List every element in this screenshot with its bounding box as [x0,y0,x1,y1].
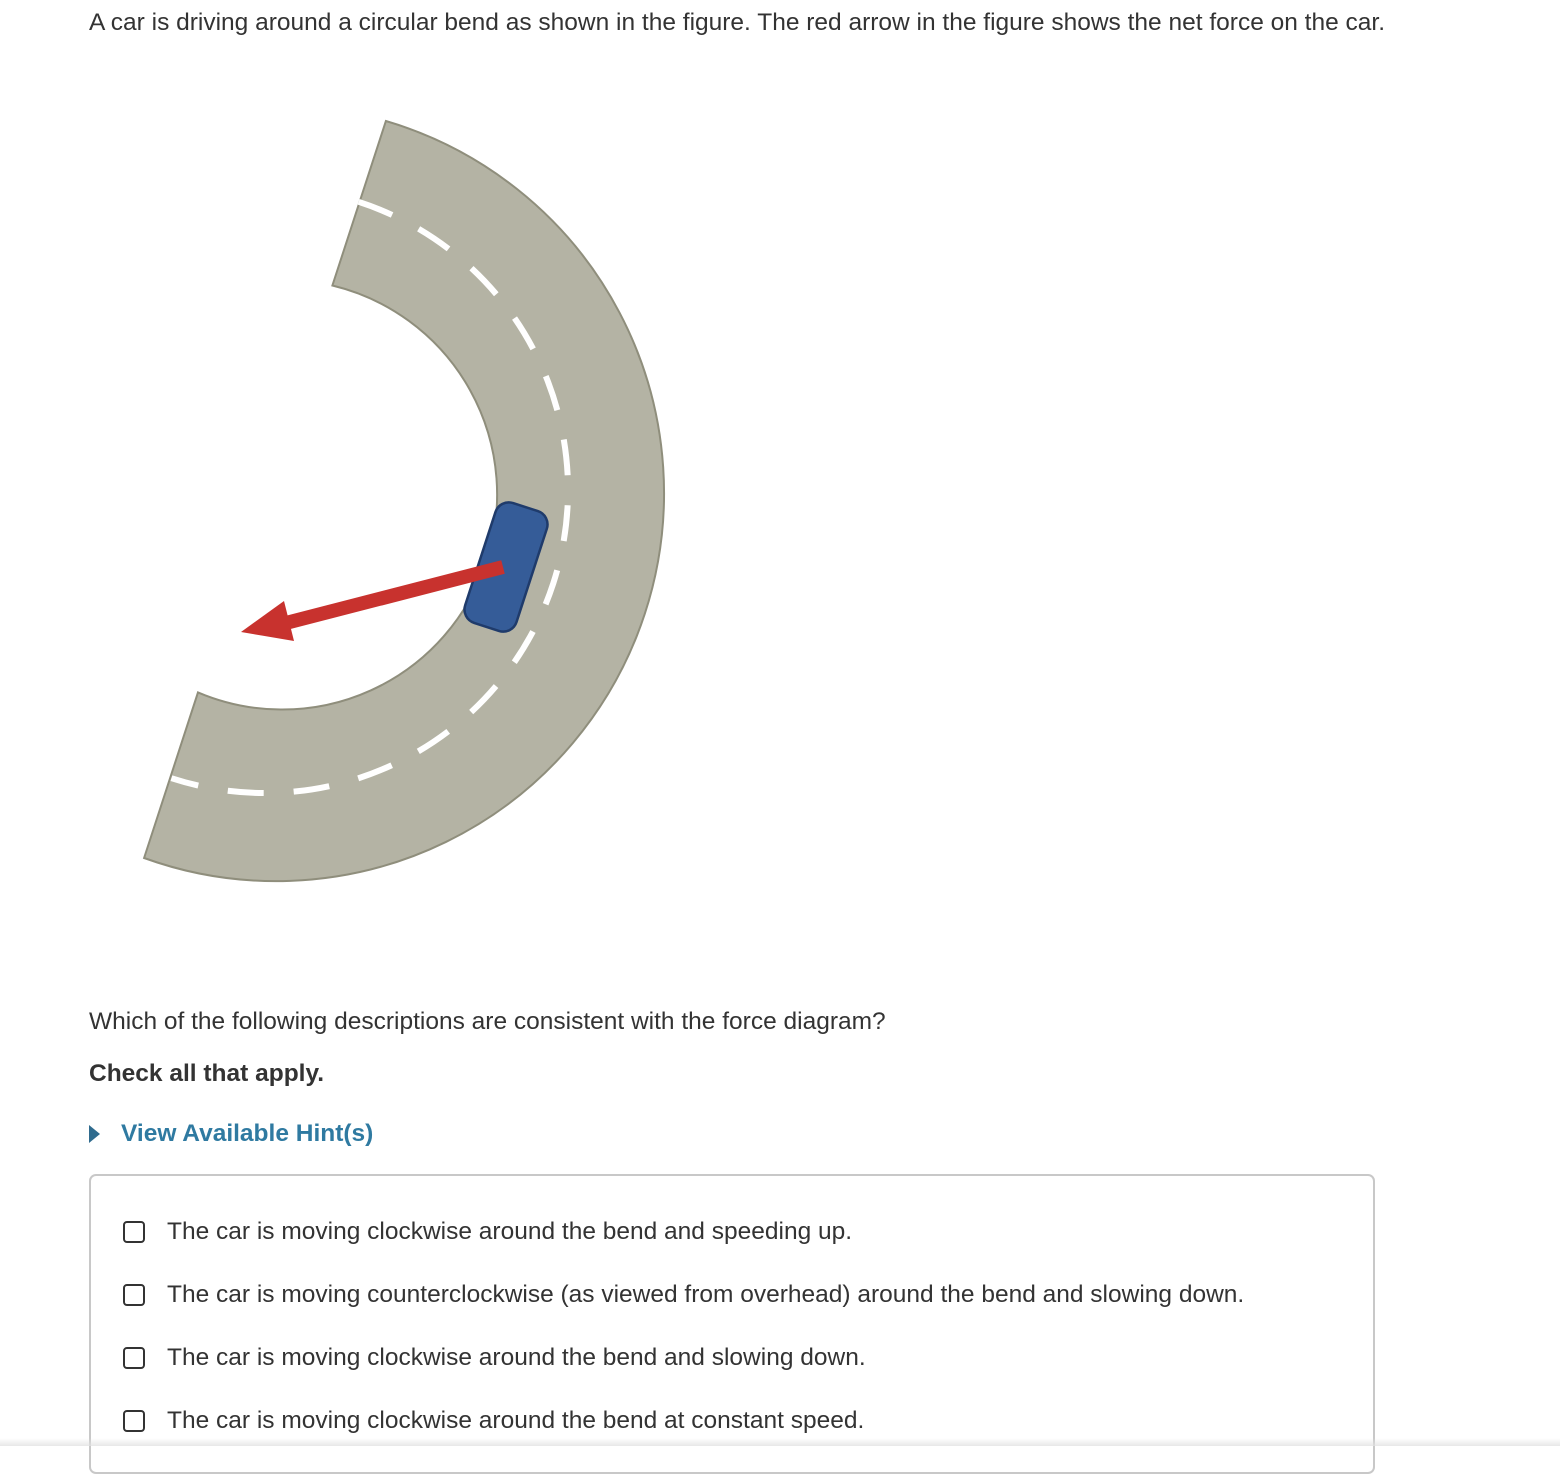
answer-options-box [89,1174,1375,1474]
option-3-checkbox[interactable] [123,1347,145,1369]
view-hints-toggle[interactable] [89,1117,373,1151]
option-3[interactable] [123,1341,866,1375]
option-1[interactable] [123,1215,852,1249]
force-diagram-figure [0,100,800,920]
problem-intro: A car is driving around a circular bend as shown in the figure. The red arrow in the figure shows the net force on the car. [89,9,1386,36]
option-2-checkbox[interactable] [123,1284,145,1306]
option-4[interactable] [123,1404,864,1438]
question-text: Which of the following descriptions are consistent with the force diagram? [89,1008,886,1035]
option-4-label: The car is moving clockwise around the bend at constant speed. [167,1407,865,1434]
option-4-checkbox[interactable] [123,1410,145,1432]
bottom-fade [0,1438,1560,1446]
caret-right-icon [89,1125,100,1143]
instruction-text: Check all that apply. [89,1060,325,1087]
view-hints-link[interactable]: View Available Hint(s) [121,1120,374,1147]
option-2-label: The car is moving counterclockwise (as viewed from overhead) around the bend and slowing down. [167,1281,1245,1308]
option-1-checkbox[interactable] [123,1221,145,1243]
option-1-label: The car is moving clockwise around the bend and speeding up. [167,1218,853,1245]
curved-road [144,121,664,881]
option-3-label: The car is moving clockwise around the bend and slowing down. [167,1344,866,1371]
option-2[interactable] [123,1278,1244,1312]
